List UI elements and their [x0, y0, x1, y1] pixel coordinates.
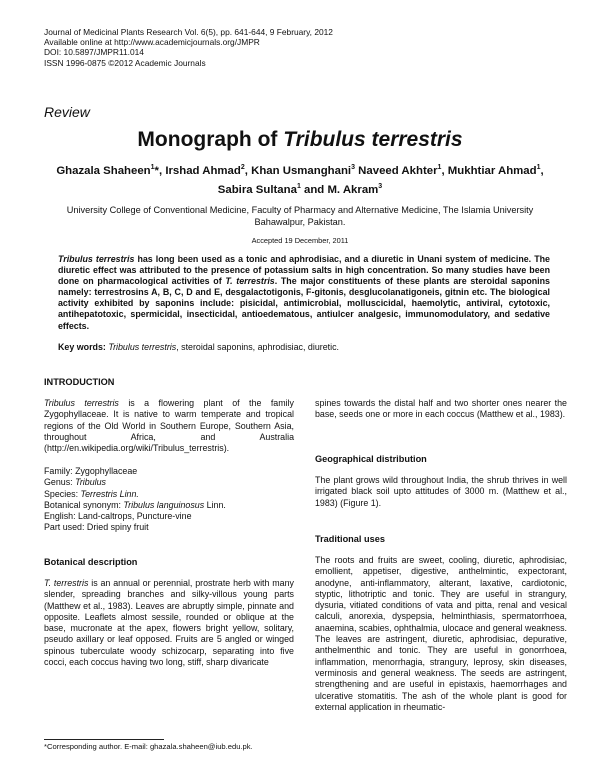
footnote-rule: [44, 739, 164, 740]
taxonomy-synonym: Botanical synonym: Tribulus languinosus Linn.: [44, 499, 226, 510]
taxonomy-list: [44, 466, 294, 534]
intro-paragraph: Tribulus terrestris is a flowering plant of the family Zygophyllaceae. It is native to warm temperate and tropical regions of the Old World in Southern Europe, Southern Asia, throughout Africa, and Australia (http://en.wikipedia.org/wiki/Tribulus_terrestris).: [44, 398, 294, 454]
author: Mukhtiar Ahmad$^1$,: [447, 164, 544, 177]
abstract: Tribulus terrestris has long been used as a tonic and aphrodisiac, and a diuretic in Unani system of medicine. The diuretic effect was attributed to the presence of potassium salts in high concentration. So many studies have been done on pharmacological activities of T. terrestris. The major constituents of these plants are steroidal saponins namely: terrestrosins A, B, C, D and E, desgalactotigonis, F-gitonis, desglucolanatigoneis, gitnin etc. The biological activity exhibited by saponins include: pisicidal, antimicrobial, molluscicidal, haemolytic, antiviral, cytotoxic, antihepatotoxic, spermicidal, insecticidal, antioedematous, antiulcer analgesic, immunomodulatory, and sedative effects.: [58, 254, 550, 331]
taxonomy-english: English: Land-caltrops, Puncture-vine: [44, 511, 192, 522]
title-prefix: Monograph of: [137, 128, 284, 151]
journal-header: [44, 27, 404, 68]
footnote: *Corresponding author. E-mail: ghazala.shaheen@iub.edu.pk.: [44, 742, 253, 751]
journal-citation: Journal of Medicinal Plants Research Vol. 6(5), pp. 641-644, 9 February, 2012: [44, 27, 333, 37]
intro-heading: INTRODUCTION: [44, 377, 115, 387]
journal-url[interactable]: Available online at http://www.academicjournals.org/JMPR: [44, 37, 260, 48]
issn: ISSN 1996-0875 ©2012 Academic Journals: [44, 57, 206, 68]
doi: DOI: 10.5897/JMPR11.014: [44, 47, 144, 58]
author: Naveed Akhter$^1$,: [358, 164, 448, 177]
accepted-date: Accepted 19 December, 2011: [251, 236, 349, 245]
taxonomy-part-used: Part used: Dried spiny fruit: [44, 522, 149, 533]
keywords-label: Key words:: [58, 342, 106, 352]
spines-paragraph: spines towards the distal half and two shorter ones nearer the base, seeds one or more in each coccus (Matthew et al., 1983).: [315, 398, 567, 420]
taxonomy-family: Family: Zygophyllaceae: [44, 466, 138, 476]
botanical-heading: Botanical description: [44, 557, 138, 567]
geo-heading: Geographical distribution: [315, 454, 427, 464]
geo-paragraph: The plant grows wild throughout India, the shrub thrives in well irrigated black soil upto attitudes of 3000 m. (Matthew et al., 1983) (Figure 1).: [315, 475, 567, 508]
traditional-heading: Traditional uses: [315, 534, 385, 544]
author: Irshad Ahmad$^2$,: [165, 164, 252, 177]
affiliation: University College of Conventional Medicine, Faculty of Pharmacy and Alternative Medicine, The Islamia University Bahawalpur, Pakistan.: [66, 205, 534, 227]
taxonomy-species: Species: Terrestris Linn.: [44, 488, 139, 499]
author: Ghazala Shaheen$^1$*,: [56, 164, 166, 177]
article-type: Review: [44, 104, 90, 120]
article-title: [0, 128, 600, 152]
title-species: Tribulus terrestris: [283, 128, 463, 151]
author: Khan Usmanghani$^3$: [251, 164, 355, 177]
author-list: [48, 160, 552, 198]
taxonomy-genus: Genus: Tribulus: [44, 477, 106, 488]
author: M. Akram$^3$: [327, 182, 383, 196]
keywords: Key words: Tribulus terrestris, steroidal saponins, aphrodisiac, diuretic.: [58, 342, 339, 352]
traditional-paragraph: The roots and fruits are sweet, cooling, diuretic, aphrodisiac, emollient, appetiser, digestive, anthelmintic, expectorant, anodyne, anti-inflammatory, alterant, laxative, cardiotonic, styptic, lithotriptic and tonic. They are useful in strangury, dysuria, vitiated conditions of vata and pitta, renal and vesical calculi, anorexia, dyspepsia, helminthiasis, spermatorrhoea, anaemina, scabies, ophthalmia, ulocace and general weakness. The leaves are astringent, diuretic, aphrodisiac, depurative, anthelmenthic and tonic. They are useful in gonorrhoea, inflammation, menorrhagia, strangury, leprosy, skin diseases, verminosis and general weakness. The seeds are astringent, strengthening and are useful in epistaxis, haemorrhages and ulcerative stomatitis. The ash of the whole plant is good for external application in rheumatic-: [315, 555, 567, 712]
botanical-paragraph: T. terrestris is an annual or perennial, prostrate herb with many slender, spreading branches and silky-villous young parts (Matthew et al., 1983). Leaves are abruptly simple, pinnate and opposite. Leaflets almost sessile, rounded or oblique at the base, mucronate at the apex, flowers bright yellow, solitary, pseudo axillary or leaf opposed. Fruits are 5 angled or winged spinous tuberculate woody schizocarp, separating into five cocci, each coccus having two long, stiff, sharp divaricate: [44, 578, 294, 668]
author: Sabira Sultana$^1$ and: [217, 182, 328, 196]
